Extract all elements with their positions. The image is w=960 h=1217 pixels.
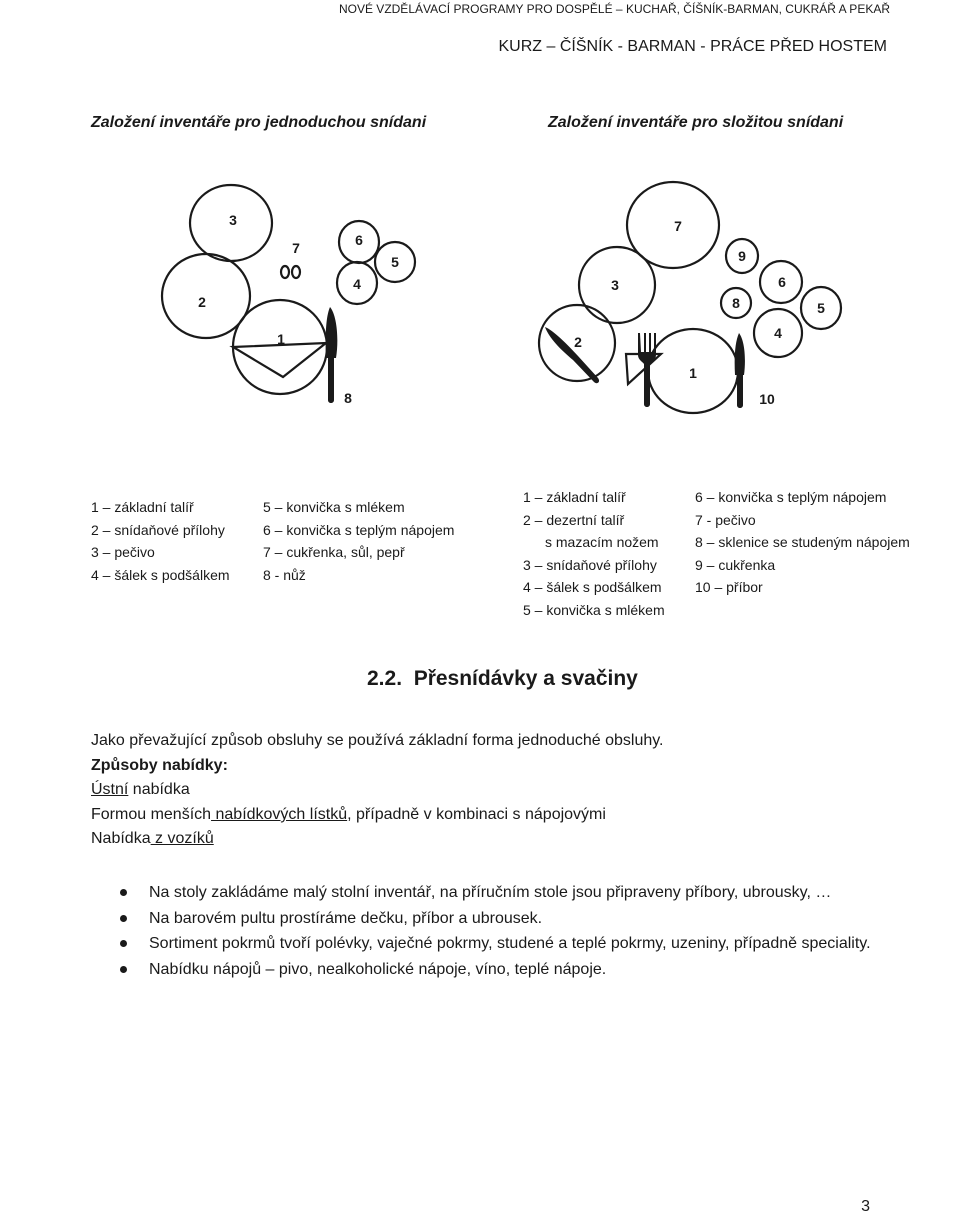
- header-course: KURZ – ČÍŠNÍK - BARMAN - PRÁCE PŘED HOSTEM: [498, 38, 887, 55]
- offer-menu: [91, 803, 606, 828]
- legend-item: 2 – snídaňové přílohy: [91, 521, 225, 538]
- simple-label-8: 8: [344, 390, 352, 406]
- bullet-item: Na stoly zakládáme malý stolní inventář, na příručním stole jsou připraveny příbory, ubrousky, …: [120, 880, 880, 906]
- legend-item: 2 – dezertní talíř: [523, 511, 625, 528]
- page-number: 3: [861, 1198, 870, 1215]
- legend-item: 4 – šálek s podšálkem: [91, 566, 230, 583]
- table-setting-diagrams: [0, 175, 960, 420]
- legend-item: 6 – konvička s teplým nápojem: [263, 521, 455, 538]
- bullet-item: Na barovém pultu prostíráme dečku, příbor a ubrousek.: [120, 906, 880, 932]
- complex-label-5: 5: [817, 300, 825, 316]
- complex-label-4: 4: [774, 325, 782, 341]
- legend-item: 3 – snídaňové přílohy: [523, 556, 657, 573]
- bullet-list: [120, 880, 880, 982]
- offer-cart: [91, 827, 214, 852]
- legend-complex-col2: [695, 486, 910, 599]
- legend-item: 7 - pečivo: [695, 511, 756, 528]
- caption-simple-breakfast: Založení inventáře pro jednoduchou snídani: [91, 114, 427, 131]
- offer-oral-underlined: Ústní: [91, 781, 129, 798]
- legend-simple-col1: [91, 496, 230, 586]
- simple-label-1: 1: [277, 331, 285, 347]
- simple-plate-sides: [162, 254, 250, 338]
- complex-label-3: 3: [611, 277, 619, 293]
- offer-menu-post: , případně v kombinaci s nápojovými: [347, 806, 606, 823]
- legend-item: s mazacím nožem: [545, 534, 659, 551]
- intro-paragraph: Jako převažující způsob obsluhy se používá základní forma jednoduché obsluhy.: [91, 732, 664, 749]
- complex-label-7: 7: [674, 218, 682, 234]
- legend-simple-col2: [263, 496, 454, 586]
- legend-item: 9 – cukřenka: [695, 556, 776, 573]
- simple-label-3: 3: [229, 212, 237, 228]
- complex-label-8: 8: [732, 295, 740, 311]
- legend-item: 3 – pečivo: [91, 544, 155, 561]
- offer-cart-pre: Nabídka: [91, 830, 151, 847]
- simple-label-4: 4: [353, 276, 361, 292]
- offers-heading: Způsoby nabídky:: [91, 757, 228, 774]
- legend-item: 5 – konvička s mlékem: [263, 499, 405, 515]
- offer-cart-underlined: z vozíků: [150, 830, 214, 847]
- complex-label-2: 2: [574, 334, 582, 350]
- simple-napkin: [233, 343, 326, 377]
- offer-oral-rest: nabídka: [128, 781, 190, 798]
- legend-item: 7 – cukřenka, sůl, pepř: [263, 544, 405, 561]
- complex-spreading-knife: [545, 327, 599, 383]
- legend-item: 1 – základní talíř: [91, 499, 194, 515]
- legend-complex-col1: [523, 486, 665, 622]
- complex-knife: [735, 333, 745, 408]
- complex-label-6: 6: [778, 274, 786, 290]
- caption-complex-breakfast: Založení inventáře pro složitou snídani: [548, 114, 844, 131]
- offer-menu-underlined: nabídkových lístků: [211, 806, 348, 823]
- simple-salt-pepper: [281, 266, 289, 278]
- simple-label-5: 5: [391, 254, 399, 270]
- simple-salt-pepper-2: [292, 266, 300, 278]
- simple-label-6: 6: [355, 232, 363, 248]
- complex-label-9: 9: [738, 248, 746, 264]
- legend-item: 6 – konvička s teplým nápojem: [695, 489, 887, 505]
- legend-item: 8 – sklenice se studeným nápojem: [695, 534, 910, 551]
- header-program: NOVÉ VZDĚLÁVACÍ PROGRAMY PRO DOSPĚLÉ – KUCHAŘ, ČÍŠNÍK-BARMAN, CUKRÁŘ A PEKAŘ: [338, 2, 890, 16]
- bullet-item: Nabídku nápojů – pivo, nealkoholické nápoje, víno, teplé nápoje.: [120, 957, 880, 983]
- simple-knife: [326, 307, 338, 403]
- simple-label-2: 2: [198, 294, 206, 310]
- complex-label-10: 10: [759, 391, 775, 407]
- complex-label-1: 1: [689, 365, 697, 381]
- legend-item: 5 – konvička s mlékem: [523, 601, 665, 618]
- legend-item: 8 - nůž: [263, 566, 306, 583]
- legend-item: 10 – příbor: [695, 579, 763, 596]
- bullet-item: Sortiment pokrmů tvoří polévky, vaječné pokrmy, studené a teplé pokrmy, uzeniny, případně speciality.: [120, 931, 880, 957]
- offer-menu-pre: Formou menších: [91, 806, 212, 823]
- section-heading: 2.2. Přesnídávky a svačiny: [367, 667, 638, 690]
- simple-label-7: 7: [292, 240, 300, 256]
- legend-item: 1 – základní talíř: [523, 489, 626, 505]
- legend-item: 4 – šálek s podšálkem: [523, 579, 662, 596]
- offer-oral: [91, 778, 190, 803]
